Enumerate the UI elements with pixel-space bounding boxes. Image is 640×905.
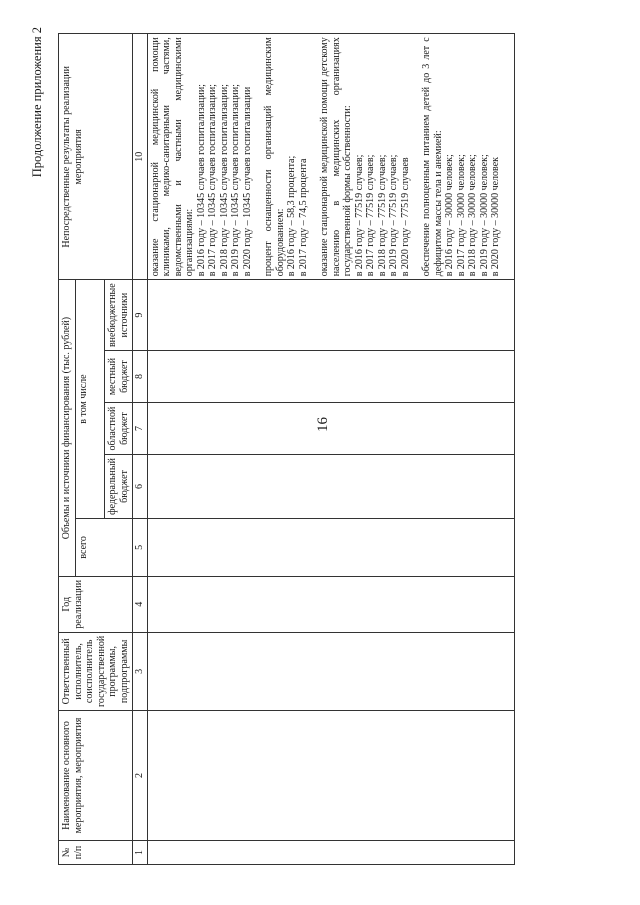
result-line: в 2017 году – 74,5 процента bbox=[297, 158, 309, 277]
header-name: Наименование основного мероприятия, мероприятия bbox=[59, 711, 133, 841]
result-line: в 2016 году – 10345 случаев госпитализации; bbox=[195, 84, 207, 277]
result-block bbox=[421, 37, 502, 276]
col-number: 7 bbox=[133, 403, 148, 455]
rotated-sheet bbox=[30, 5, 630, 865]
result-line: в 2016 году – 30000 человек; bbox=[444, 154, 455, 277]
result-line: оказание стационарной медицинской помощи детскому населению в медицинских организациях государственной формы собственности: bbox=[319, 37, 353, 277]
col-number: 1 bbox=[133, 841, 148, 865]
header-federal: федеральный бюджет bbox=[105, 455, 133, 519]
header-local: местный бюджет bbox=[105, 351, 133, 403]
result-line: в 2018 году – 10345 случаев госпитализации; bbox=[218, 84, 230, 277]
result-line: в 2019 году – 77519 случаев; bbox=[388, 154, 399, 277]
cell-regional bbox=[147, 403, 514, 455]
appendix-title: Продолжение приложения 2 bbox=[30, 27, 44, 178]
program-table bbox=[58, 33, 515, 865]
result-line: в 2018 году – 77519 случаев; bbox=[376, 154, 388, 277]
cell-local bbox=[147, 351, 514, 403]
col-number: 6 bbox=[133, 455, 148, 519]
header-year: Год реализации bbox=[59, 576, 133, 632]
col-number: 5 bbox=[133, 518, 148, 576]
col-number: 4 bbox=[133, 576, 148, 632]
cell-year bbox=[147, 576, 514, 632]
result-line: в 2017 году – 10345 случаев госпитализации; bbox=[207, 84, 218, 277]
col-number: 8 bbox=[133, 351, 148, 403]
header-including: в том числе bbox=[75, 280, 105, 519]
col-number: 9 bbox=[133, 280, 148, 351]
cell-total bbox=[147, 518, 514, 576]
page-number: 16 bbox=[315, 417, 331, 432]
header-results: Непосредственные результаты реализации мероприятия bbox=[59, 34, 133, 280]
cell-executor bbox=[147, 632, 514, 710]
cell-results bbox=[147, 34, 514, 280]
result-line: в 2016 году – 58,3 процента; bbox=[286, 155, 297, 277]
header-total: всего bbox=[75, 518, 133, 576]
result-block bbox=[319, 37, 411, 276]
header-executor: Ответственный исполнитель, соисполнитель государственной программы, подпрограммы bbox=[59, 632, 133, 710]
cell-name bbox=[147, 711, 514, 841]
col-number: 10 bbox=[133, 34, 148, 280]
result-line: в 2016 году – 77519 случаев; bbox=[353, 154, 365, 277]
column-number-row bbox=[133, 34, 148, 865]
result-line: оказание стационарной медицинской помощи клиниками, медико-санитарными частями, ведомственными и частными медицинскими организациями: bbox=[149, 37, 195, 277]
result-line: в 2017 году – 77519 случаев; bbox=[365, 154, 376, 277]
header-no: № п/п bbox=[59, 841, 133, 865]
result-line: в 2018 году – 30000 человек; bbox=[467, 154, 478, 277]
header-finance-group: Объемы и источники финансирования (тыс. рублей) bbox=[59, 280, 76, 577]
result-line: в 2017 году – 30000 человек; bbox=[455, 154, 467, 277]
cell-federal bbox=[147, 455, 514, 519]
header-regional: областной бюджет bbox=[105, 403, 133, 455]
cell-no bbox=[147, 841, 514, 865]
result-line: в 2020 году – 77519 случаев bbox=[399, 157, 411, 277]
result-block bbox=[263, 37, 309, 276]
result-line: процент оснащенности организаций медицинским оборудованием: bbox=[263, 37, 286, 277]
cell-extra bbox=[147, 280, 514, 351]
header-extra: внебюджетные источники bbox=[105, 280, 133, 351]
col-number: 2 bbox=[133, 711, 148, 841]
result-line: в 2020 году – 10345 случаев госпитализации bbox=[241, 86, 253, 277]
result-line: в 2019 году – 10345 случаев госпитализации; bbox=[230, 84, 241, 277]
result-line: в 2020 году – 30000 человек bbox=[490, 157, 501, 277]
result-line: в 2019 году – 30000 человек; bbox=[478, 154, 490, 277]
col-number: 3 bbox=[133, 632, 148, 710]
table-row bbox=[147, 34, 514, 865]
result-block bbox=[150, 37, 254, 276]
result-line: обеспечение полноценным питанием детей до 3 лет с дефицитом массы тела и анемией: bbox=[421, 37, 444, 277]
